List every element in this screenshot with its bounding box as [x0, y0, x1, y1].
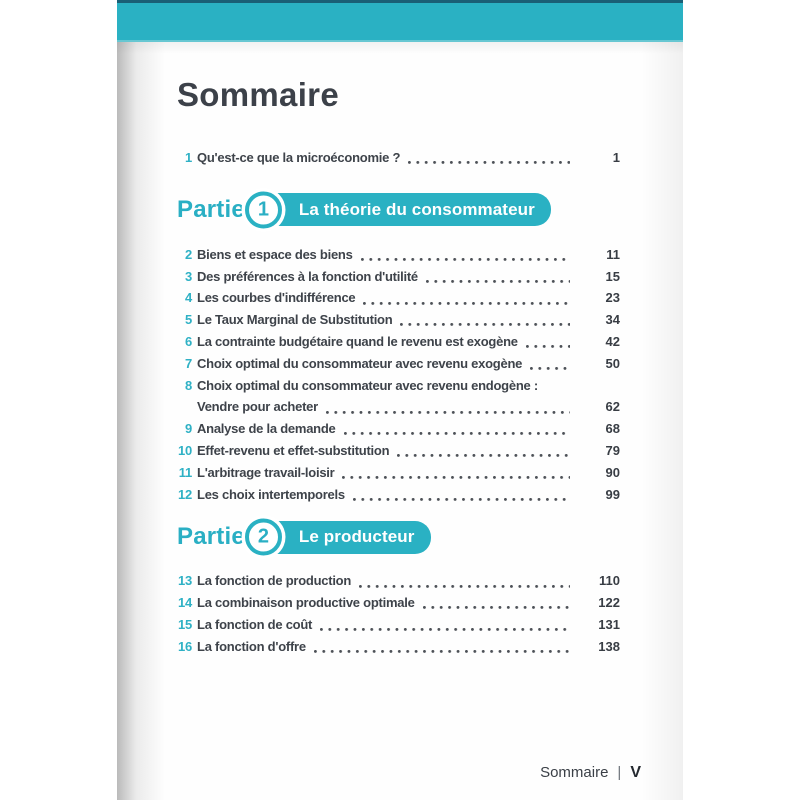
part-header	[177, 518, 620, 556]
entry-page-number: 62	[605, 399, 620, 415]
part-name: Le producteur	[298, 527, 415, 547]
toc-entry	[177, 570, 620, 592]
entry-number: 9	[185, 421, 192, 437]
entry-number: 10	[178, 442, 192, 458]
entry-page-number: 110	[599, 573, 620, 589]
table-of-contents	[117, 42, 683, 657]
dot-leader	[340, 462, 570, 484]
dot-leader	[421, 592, 570, 614]
part-label: Partie	[177, 523, 245, 551]
part-name-pill	[257, 193, 551, 226]
part-entry-list	[177, 570, 620, 657]
part-header	[177, 191, 620, 229]
dot-leader	[406, 147, 570, 169]
entry-page-number: 50	[605, 355, 620, 371]
dot-leader	[351, 484, 570, 506]
dot-leader	[424, 266, 570, 288]
entry-number: 11	[178, 464, 192, 480]
footer-section-label: Sommaire	[540, 764, 609, 781]
toc-entry	[177, 375, 620, 397]
entry-page-number: 99	[605, 486, 620, 502]
entry-number: 8	[185, 377, 192, 393]
dot-leader	[395, 440, 570, 462]
entry-number: 6	[185, 333, 192, 349]
entry-number: 15	[178, 616, 192, 632]
entry-number: 2	[185, 246, 192, 262]
dot-leader	[361, 287, 570, 309]
toc-entry	[177, 440, 620, 462]
toc-entry	[177, 353, 620, 375]
entry-number: 7	[185, 355, 192, 371]
entry-number: 13	[178, 573, 192, 589]
entry-title: La fonction de production	[197, 573, 352, 589]
toc-entry	[177, 462, 620, 484]
entry-title: Les choix intertemporels	[197, 486, 345, 502]
dot-leader	[318, 614, 570, 636]
toc-entry	[177, 147, 620, 169]
part-label: Partie	[177, 195, 245, 223]
toc-entry	[177, 636, 620, 658]
part-entry-list	[177, 244, 620, 506]
part-number-badge: 2	[245, 519, 282, 556]
entry-title: L'arbitrage travail-loisir	[197, 464, 335, 480]
entry-title: Qu'est-ce que la microéconomie ?	[197, 149, 401, 165]
page-top-band	[117, 0, 683, 42]
book-page	[117, 0, 683, 800]
footer-page-number: V	[630, 764, 641, 781]
part-name-pill	[257, 521, 431, 554]
entry-page-number: 138	[598, 638, 620, 654]
entry-title: Choix optimal du consommateur avec revenu endogène :	[197, 377, 538, 393]
toc-entry	[177, 614, 620, 636]
dot-leader	[357, 570, 570, 592]
entry-page-number: 23	[605, 290, 620, 306]
part-number-badge: 1	[245, 191, 282, 228]
dot-leader	[342, 418, 570, 440]
entry-number: 12	[178, 486, 192, 502]
entry-number: 14	[178, 595, 192, 611]
toc-entry	[177, 592, 620, 614]
dot-leader	[524, 331, 570, 353]
entry-title: La fonction d'offre	[197, 638, 306, 654]
page-title: Sommaire	[177, 76, 339, 113]
entry-title: Biens et espace des biens	[197, 246, 353, 262]
toc-entry	[177, 309, 620, 331]
entry-number: 4	[185, 290, 192, 306]
entry-title: Des préférences à la fonction d'utilité	[197, 268, 418, 284]
toc-entry	[177, 266, 620, 288]
dot-leader	[312, 636, 570, 658]
entry-number: 5	[185, 312, 192, 328]
entry-page-number: 90	[605, 464, 620, 480]
toc-entry	[177, 331, 620, 353]
entry-title: La combinaison productive optimale	[197, 595, 415, 611]
entry-page-number: 34	[605, 312, 620, 328]
page-footer	[540, 764, 641, 782]
entry-page-number: 122	[598, 595, 620, 611]
toc-entry	[177, 244, 620, 266]
entry-page-number: 42	[605, 333, 620, 349]
part-name: La théorie du consommateur	[298, 199, 535, 219]
dot-leader	[398, 309, 570, 331]
dot-leader	[324, 396, 570, 418]
toc-entry-continuation	[177, 396, 620, 418]
entry-page-number: 68	[605, 421, 620, 437]
entry-title: Analyse de la demande	[197, 421, 336, 437]
entry-title: Les courbes d'indifférence	[197, 290, 356, 306]
toc-entry	[177, 484, 620, 506]
dot-leader	[528, 353, 570, 375]
toc-entry	[177, 418, 620, 440]
entry-number: 3	[185, 268, 192, 284]
dot-leader	[359, 244, 570, 266]
entry-title: Le Taux Marginal de Substitution	[197, 312, 393, 328]
entry-title: Effet-revenu et effet-substitution	[197, 442, 390, 458]
entry-page-number: 1	[612, 149, 620, 165]
entry-page-number: 15	[605, 268, 620, 284]
entry-title: La fonction de coût	[197, 616, 313, 632]
entry-page-number: 131	[598, 616, 620, 632]
entry-number: 16	[178, 638, 192, 654]
entry-title-line2: Vendre pour acheter	[197, 399, 318, 415]
entry-title: La contrainte budgétaire quand le revenu est exogène	[197, 333, 518, 349]
entry-page-number: 79	[605, 442, 620, 458]
entry-page-number: 11	[606, 246, 620, 262]
entry-number: 1	[185, 149, 192, 165]
toc-entry	[177, 287, 620, 309]
entry-title: Choix optimal du consommateur avec revenu exogène	[197, 355, 523, 371]
footer-separator: |	[617, 764, 622, 781]
